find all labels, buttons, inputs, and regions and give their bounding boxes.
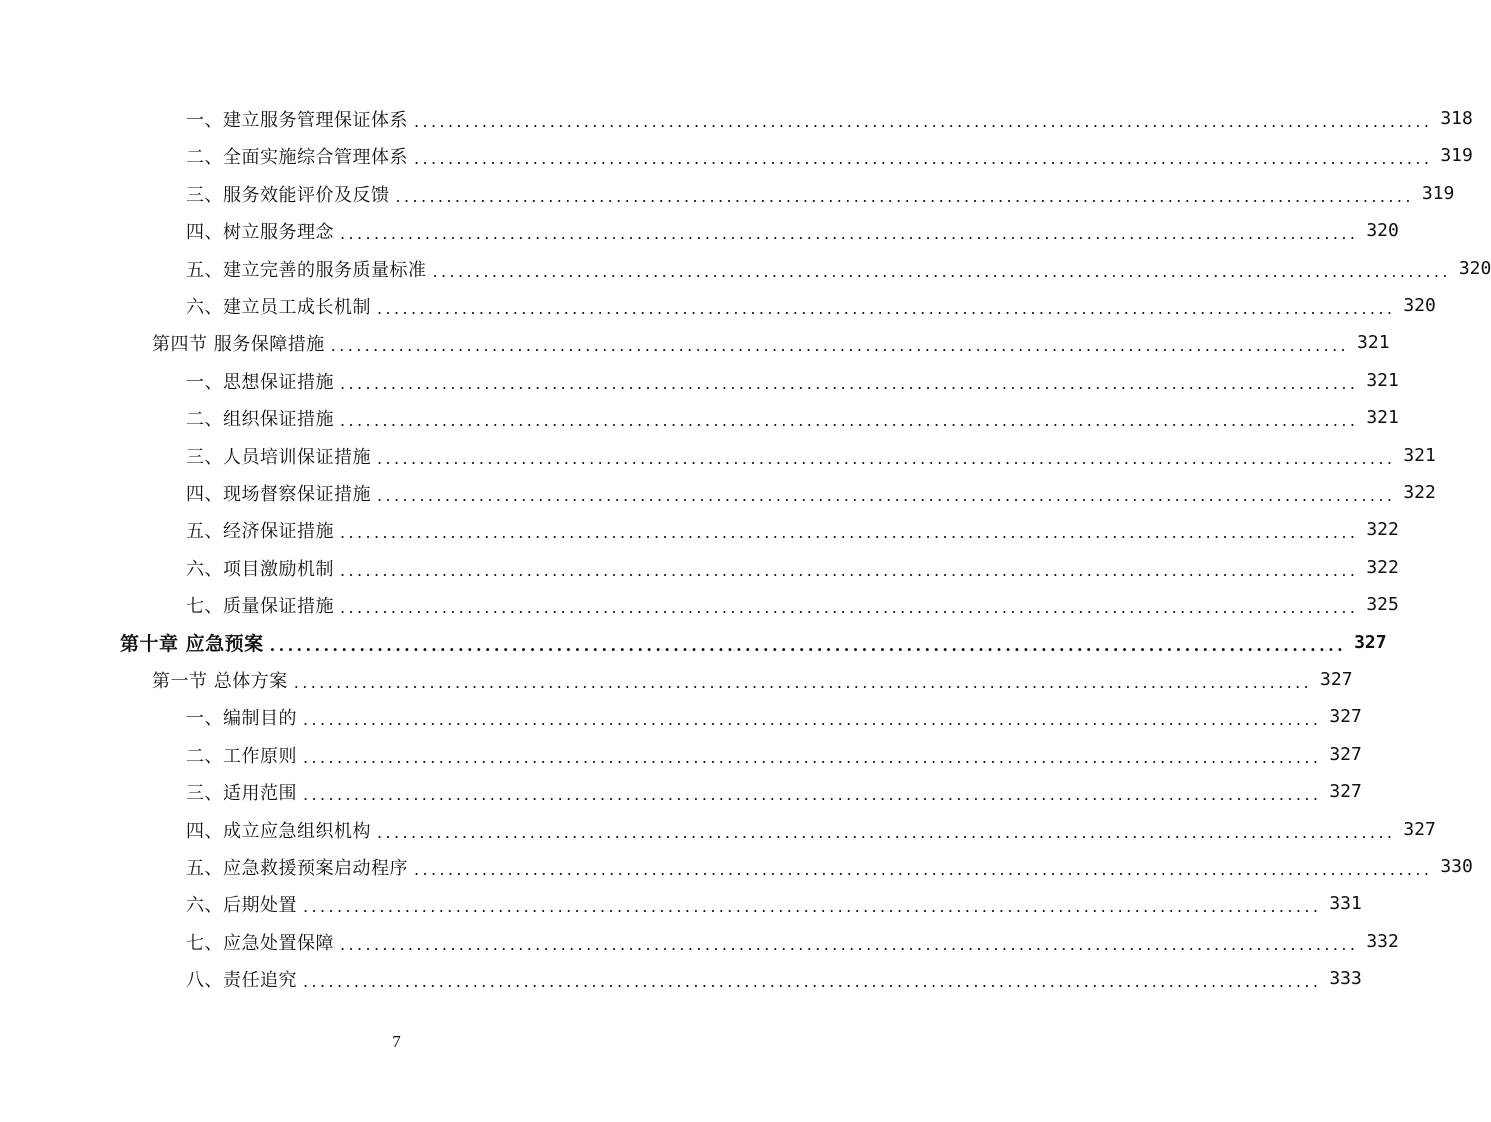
dot-leader: ........................................................................................................................ <box>303 710 1322 729</box>
toc-entry-page: 333 <box>1329 968 1362 989</box>
toc-entry-page: 330 <box>1440 856 1473 877</box>
toc-entry-title: 第一节 总体方案 <box>152 670 288 692</box>
toc-entry-page: 320 <box>1366 220 1399 241</box>
toc-entry-title: 一、思想保证措施 <box>186 371 334 393</box>
toc-entry-item <box>186 437 1436 474</box>
toc-entry-item <box>186 137 1473 174</box>
dot-leader: ........................................................................................................................ <box>340 561 1359 580</box>
dot-leader: ........................................................................................................................ <box>340 224 1359 243</box>
toc-entry-page: 327 <box>1354 632 1387 653</box>
toc-entry-page: 321 <box>1366 407 1399 428</box>
toc-entry-page: 322 <box>1403 482 1436 503</box>
toc-entry-page: 319 <box>1440 145 1473 166</box>
toc-entry-title: 二、全面实施综合管理体系 <box>186 146 408 168</box>
toc-entry-title: 三、人员培训保证措施 <box>186 446 371 468</box>
toc-entry-item <box>186 212 1399 249</box>
page-number: 7 <box>392 1032 401 1051</box>
toc-entry-item <box>186 474 1436 511</box>
toc-entry-page: 321 <box>1366 370 1399 391</box>
toc-entry-section <box>152 324 1390 361</box>
toc-entry-chapter <box>120 624 1387 661</box>
toc-entry-section <box>152 661 1353 698</box>
toc-entry-item <box>186 287 1436 324</box>
toc-entry-item <box>186 923 1399 960</box>
toc-entry-page: 327 <box>1329 706 1362 727</box>
toc-entry-page: 327 <box>1403 819 1436 840</box>
dot-leader: ........................................................................................................................ <box>303 748 1322 767</box>
toc-entry-page: 320 <box>1403 295 1436 316</box>
toc-entry-title: 八、责任追究 <box>186 969 297 991</box>
toc-entry-page: 320 <box>1458 258 1491 279</box>
dot-leader: ........................................................................................................................ <box>395 187 1414 206</box>
toc-entry-item <box>186 549 1399 586</box>
toc-entry-item <box>186 885 1362 922</box>
toc-entry-page: 327 <box>1329 781 1362 802</box>
toc-entry-title: 二、工作原则 <box>186 745 297 767</box>
toc-entry-title: 四、成立应急组织机构 <box>186 820 371 842</box>
toc-entry-item <box>186 811 1436 848</box>
dot-leader: ........................................................................................................................ <box>377 299 1396 318</box>
toc-entry-page: 321 <box>1403 445 1436 466</box>
toc-entry-title: 六、建立员工成长机制 <box>186 296 371 318</box>
dot-leader: ........................................................................................................................ <box>293 673 1313 692</box>
toc-entry-page: 332 <box>1366 931 1399 952</box>
toc-entry-item <box>186 848 1473 885</box>
dot-leader: ........................................................................................................................ <box>414 112 1433 131</box>
toc-entry-title: 七、质量保证措施 <box>186 595 334 617</box>
dot-leader: ........................................................................................................................ <box>303 785 1322 804</box>
toc-entry-title: 七、应急处置保障 <box>186 932 334 954</box>
toc-entry-title: 六、项目激励机制 <box>186 558 334 580</box>
dot-leader: ........................................................................................................................ <box>377 486 1396 505</box>
dot-leader: ........................................................................................................................ <box>340 523 1359 542</box>
dot-leader: ........................................................................................................................ <box>340 374 1359 393</box>
toc-entry-item <box>186 773 1362 810</box>
dot-leader: ........................................................................................................................ <box>340 935 1359 954</box>
toc-entry-title: 五、经济保证措施 <box>186 520 334 542</box>
toc-entry-item <box>186 511 1399 548</box>
toc-entry-item <box>186 399 1399 436</box>
toc-entry-item <box>186 736 1362 773</box>
dot-leader: ........................................................................................................................ <box>340 411 1359 430</box>
toc-entry-item <box>186 100 1473 137</box>
toc-entry-title: 一、建立服务管理保证体系 <box>186 109 408 131</box>
dot-leader: ........................................................................................................................ <box>340 598 1359 617</box>
toc-entry-page: 327 <box>1329 744 1362 765</box>
toc-entry-item <box>186 586 1399 623</box>
toc-entry-title: 三、服务效能评价及反馈 <box>186 184 390 206</box>
toc-entry-page: 325 <box>1366 594 1399 615</box>
toc-entry-title: 四、现场督察保证措施 <box>186 483 371 505</box>
dot-leader: ........................................................................................................................ <box>377 823 1396 842</box>
toc-entry-title: 三、适用范围 <box>186 782 297 804</box>
toc-entry-page: 327 <box>1320 669 1353 690</box>
toc-entry-page: 322 <box>1366 519 1399 540</box>
dot-leader: ........................................................................................................................ <box>377 449 1396 468</box>
toc-entry-title: 四、树立服务理念 <box>186 221 334 243</box>
toc-entry-title: 二、组织保证措施 <box>186 408 334 430</box>
toc-entry-title: 一、编制目的 <box>186 707 297 729</box>
dot-leader: ........................................................................................................................ <box>303 897 1322 916</box>
dot-leader: ........................................................................................................................ <box>303 972 1322 991</box>
dot-leader: ........................................................................................................................ <box>432 262 1451 281</box>
dot-leader: ........................................................................................................................ <box>269 636 1347 655</box>
dot-leader: ........................................................................................................................ <box>330 336 1350 355</box>
toc-entry-item <box>186 960 1362 997</box>
toc-entry-page: 331 <box>1329 893 1362 914</box>
toc-entry-page: 321 <box>1357 332 1390 353</box>
toc-entry-title: 五、建立完善的服务质量标准 <box>186 259 427 281</box>
toc-entry-title: 第十章 应急预案 <box>120 633 264 655</box>
dot-leader: ........................................................................................................................ <box>414 860 1433 879</box>
toc-entry-page: 319 <box>1421 183 1455 204</box>
toc-entry-title: 五、应急救援预案启动程序 <box>186 857 408 879</box>
toc-entry-page: 318 <box>1440 108 1473 129</box>
toc-entry-item <box>186 175 1455 212</box>
toc-entry-item <box>186 250 1491 287</box>
toc-entry-item <box>186 362 1399 399</box>
toc-entry-title: 第四节 服务保障措施 <box>152 333 325 355</box>
toc-entry-page: 322 <box>1366 557 1399 578</box>
toc-entry-title: 六、后期处置 <box>186 894 297 916</box>
dot-leader: ........................................................................................................................ <box>414 149 1433 168</box>
toc-entry-item <box>186 698 1362 735</box>
